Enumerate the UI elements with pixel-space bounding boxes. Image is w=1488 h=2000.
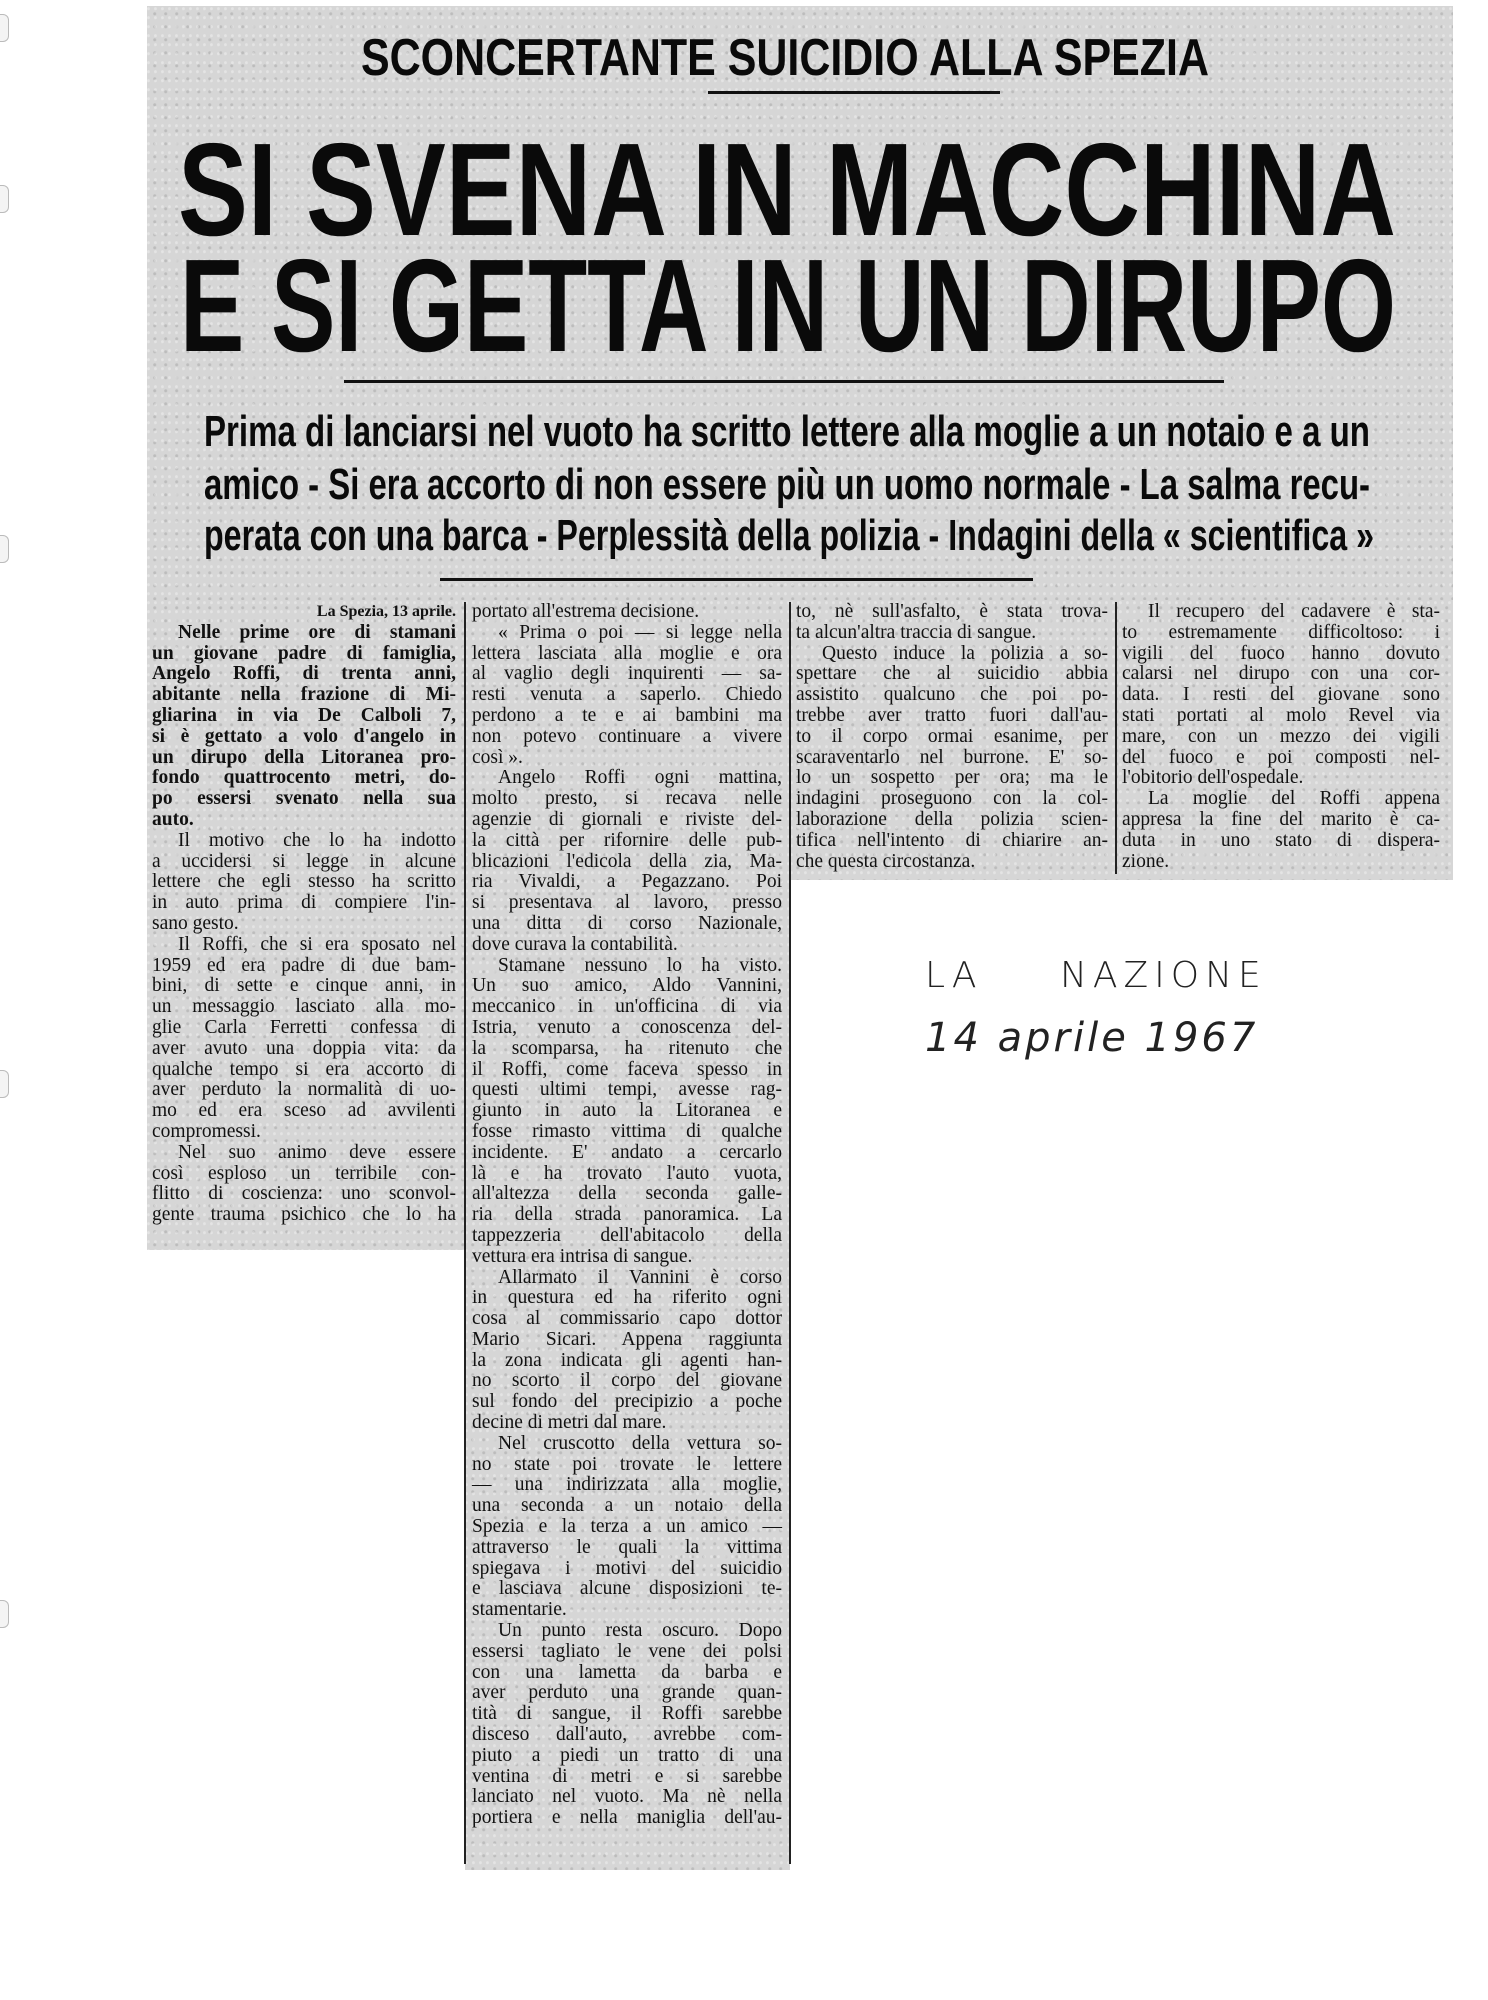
text-line: calarsi nel dirupo con una cor- bbox=[1122, 663, 1440, 685]
text-line: compromessi. bbox=[152, 1120, 261, 1142]
deck-line-3: perata con una barca - Perplessità della polizia - Indagini della « scientifica » bbox=[204, 511, 1374, 560]
text-line: to estremamente difficoltoso: i bbox=[1122, 621, 1440, 643]
text-line: mo ed era sceso ad avvilenti bbox=[152, 1100, 456, 1122]
text-line: ta alcun'altra traccia di sangue. bbox=[796, 621, 1037, 643]
text-line: stamentarie. bbox=[472, 1599, 567, 1621]
text-line: un dirupo della Litoranea pro- bbox=[152, 746, 456, 768]
text-line: disceso dall'auto, avrebbe com- bbox=[472, 1724, 782, 1746]
headline-line-2: E SI GETTA IN UN DIRUPO bbox=[180, 232, 1396, 379]
text-line: fondo quattrocento metri, do- bbox=[152, 767, 456, 789]
article-paragraph bbox=[1122, 789, 1440, 872]
text-line: lo un sospetto per ora; ma le bbox=[796, 767, 1108, 789]
text-line: spettare che al suicidio abbia bbox=[796, 663, 1108, 685]
text-line: tifica nell'intento di chiarire an- bbox=[796, 829, 1108, 851]
deck-line-2: amico - Si era accorto di non essere più un uomo normale - La salma recu- bbox=[204, 460, 1370, 509]
text-line: duta in uno stato di dispera- bbox=[1122, 829, 1440, 851]
deck-line-1: Prima di lanciarsi nel vuoto ha scritto lettere alla moglie a un notaio e a un bbox=[204, 407, 1370, 456]
text-line: essersi tagliato le vene dei polsi bbox=[472, 1640, 782, 1662]
article-paragraph bbox=[1122, 602, 1440, 789]
text-line: scaraventarlo nel burrone. E' so- bbox=[796, 746, 1108, 768]
article-column-4 bbox=[1122, 602, 1440, 872]
article-paragraph bbox=[152, 831, 456, 935]
text-line: aver perduto la normalità di uo- bbox=[152, 1079, 456, 1101]
text-line: la zona indicata gli agenti han- bbox=[472, 1349, 782, 1371]
text-line: mare, con un mezzo dei vigili bbox=[1122, 725, 1440, 747]
text-line: con una lametta da barba e bbox=[472, 1661, 782, 1683]
text-line: del fuoco e poi composti nel- bbox=[1122, 746, 1440, 768]
text-line: fosse rimasto vittima di qualche bbox=[472, 1120, 782, 1142]
binder-hole bbox=[0, 535, 9, 563]
text-line: la città per rifornire delle pub- bbox=[472, 829, 782, 851]
text-line: agenzie di giornali e riviste del- bbox=[472, 808, 782, 830]
text-line: attraverso le quali la vittima bbox=[472, 1536, 782, 1558]
article-column-3 bbox=[796, 602, 1108, 872]
text-line: trebbe aver tratto fuori dall'au- bbox=[796, 704, 1108, 726]
text-line: resti venuta a saperlo. Chiedo bbox=[472, 684, 782, 706]
article-paragraph bbox=[472, 1268, 782, 1434]
text-line: incidente. E' andato a cercarlo bbox=[472, 1141, 782, 1163]
article-column-2 bbox=[472, 602, 782, 1829]
kicker-rule bbox=[708, 91, 1000, 94]
article-paragraph bbox=[472, 956, 782, 1268]
article-paragraph bbox=[472, 768, 782, 955]
text-line: La moglie del Roffi appena bbox=[1148, 788, 1440, 810]
text-line: data. I resti del giovane sono bbox=[1122, 684, 1440, 706]
text-line: gente trauma psichico che lo ha bbox=[152, 1204, 456, 1226]
text-line: qualche tempo si era accorto di bbox=[152, 1058, 456, 1080]
text-line: 1959 ed era padre di due bam- bbox=[152, 954, 456, 976]
text-line: ria della strada panoramica. La bbox=[472, 1204, 782, 1226]
dateline: La Spezia, 13 aprile. bbox=[316, 603, 456, 620]
text-line: lanciato nel vuoto. Ma nè nella bbox=[472, 1786, 782, 1808]
text-line: Istria, venuto a conoscenza del- bbox=[472, 1016, 782, 1038]
text-line: si presentava al lavoro, presso bbox=[472, 892, 782, 914]
text-line: Nelle prime ore di stamani bbox=[178, 621, 456, 643]
text-line: il Roffi, come faceva spesso in bbox=[472, 1058, 782, 1080]
text-line: in auto prima di compiere l'in- bbox=[152, 892, 456, 914]
text-line: « Prima o poi — si legge nella bbox=[498, 621, 782, 643]
text-line: assistito qualcuno che poi po- bbox=[796, 684, 1108, 706]
text-line: al vaglio degli inquirenti — sa- bbox=[472, 663, 782, 685]
text-line: tappezzeria dell'abitacolo della bbox=[472, 1224, 782, 1246]
text-line: l'obitorio dell'ospedale. bbox=[1122, 767, 1304, 789]
text-line: zione. bbox=[1122, 850, 1170, 872]
text-line: così ». bbox=[472, 746, 523, 768]
text-line: là e ha trovato l'auto vuota, bbox=[472, 1162, 782, 1184]
text-line: Questo induce la polizia a so- bbox=[822, 642, 1108, 664]
text-line: bini, di sette e cinque anni, in bbox=[152, 975, 456, 997]
text-line: po essersi svenato nella sua bbox=[152, 788, 456, 810]
text-line: laborazione della polizia scien- bbox=[796, 808, 1108, 830]
kicker: SCONCERTANTE SUICIDIO ALLA SPEZIA bbox=[361, 29, 1209, 87]
binder-hole bbox=[0, 185, 9, 213]
article-paragraph bbox=[472, 1621, 782, 1829]
text-line: to, nè sull'asfalto, è stata trova- bbox=[796, 601, 1108, 622]
handwritten-source: LA NAZIONE bbox=[925, 955, 1267, 996]
deck-rule bbox=[440, 578, 1033, 581]
text-line: decine di metri dal mare. bbox=[472, 1412, 667, 1434]
text-line: perdono a te e ai bambini ma bbox=[472, 704, 782, 726]
text-line: Angelo Roffi, di trenta anni, bbox=[152, 663, 456, 685]
article-paragraph bbox=[472, 602, 782, 623]
text-line: no scorto il corpo del giovane bbox=[472, 1370, 782, 1392]
text-line: si è gettato a volo d'angelo in bbox=[152, 725, 456, 747]
text-line: così esploso un terribile con- bbox=[152, 1162, 456, 1184]
article-paragraph bbox=[472, 623, 782, 769]
text-line: ria Vivaldi, a Pegazzano. Poi bbox=[472, 871, 782, 893]
text-line: Il Roffi, che si era sposato nel bbox=[178, 933, 456, 955]
text-line: Un punto resta oscuro. Dopo bbox=[498, 1620, 782, 1642]
text-line: lettere che egli stesso ha scritto bbox=[152, 871, 456, 893]
text-line: che questa circostanza. bbox=[796, 850, 976, 872]
text-line: una ditta di corso Nazionale, bbox=[472, 912, 782, 934]
text-line: Nel suo animo deve essere bbox=[178, 1141, 456, 1163]
text-line: tità di sangue, il Roffi sarebbe bbox=[472, 1703, 782, 1725]
text-line: un giovane padre di famiglia, bbox=[152, 642, 456, 664]
text-line: Allarmato il Vannini è corso bbox=[498, 1266, 782, 1288]
text-line: molto presto, si recava nelle bbox=[472, 788, 782, 810]
text-line: flitto di coscienza: uno sconvol- bbox=[152, 1183, 456, 1205]
text-line: e lasciava alcune disposizioni te- bbox=[472, 1578, 782, 1600]
column-rule bbox=[1115, 602, 1117, 874]
text-line: lettera lasciata alla moglie e ora bbox=[472, 642, 782, 664]
text-line: Mario Sicari. Appena raggiunta bbox=[472, 1328, 782, 1350]
headline-rule bbox=[344, 380, 1224, 383]
article-paragraph bbox=[152, 935, 456, 1143]
text-line: sano gesto. bbox=[152, 912, 239, 934]
text-line: aver perduto una grande quan- bbox=[472, 1682, 782, 1704]
text-line: piuto a piedi un tratto di una bbox=[472, 1744, 782, 1766]
text-line: blicazioni l'edicola della zia, Ma- bbox=[472, 850, 782, 872]
text-line: ventina di metri e si sarebbe bbox=[472, 1765, 782, 1787]
text-line: Un suo amico, Aldo Vannini, bbox=[472, 975, 782, 997]
article-column-1 bbox=[152, 602, 456, 1226]
text-line: giunto in auto la Litoranea e bbox=[472, 1100, 782, 1122]
text-line: cosa al commissario capo dottor bbox=[472, 1308, 782, 1330]
text-line: abitante nella frazione di Mi- bbox=[152, 684, 456, 706]
text-line: un messaggio lasciato alla mo- bbox=[152, 996, 456, 1018]
text-line: portiera e nella maniglia dell'au- bbox=[472, 1807, 782, 1829]
text-line: a uccidersi si legge in alcune bbox=[152, 850, 456, 872]
text-line: to il corpo ormai esanime, per bbox=[796, 725, 1108, 747]
binder-hole bbox=[0, 1070, 9, 1098]
text-line: vettura era intrisa di sangue. bbox=[472, 1245, 693, 1267]
text-line: meccanico in un'officina di via bbox=[472, 996, 782, 1018]
column-rule bbox=[464, 602, 466, 1864]
text-line: non potevo continuare a vivere bbox=[472, 725, 782, 747]
text-line: no state poi trovate le lettere bbox=[472, 1453, 782, 1475]
text-line: Nel cruscotto della vettura so- bbox=[498, 1432, 782, 1454]
text-line: stati portati al molo Revel via bbox=[1122, 704, 1440, 726]
text-line: all'altezza della seconda galle- bbox=[472, 1183, 782, 1205]
text-line: — una indirizzata alla moglie, bbox=[472, 1474, 782, 1496]
text-line: la scomparsa, ha ritenuto che bbox=[472, 1037, 782, 1059]
binder-hole bbox=[0, 14, 9, 42]
text-line: aver avuto una doppia vita: da bbox=[152, 1037, 456, 1059]
article-paragraph bbox=[152, 1143, 456, 1226]
text-line: dove curava la contabilità. bbox=[472, 933, 678, 955]
text-line: vigili del fuoco hanno dovuto bbox=[1122, 642, 1440, 664]
text-line: questi ultimi tempi, avesse rag- bbox=[472, 1079, 782, 1101]
text-line: in questura ed ha riferito ogni bbox=[472, 1287, 782, 1309]
column-rule bbox=[789, 602, 791, 1864]
text-line: gliarina in via De Calboli 7, bbox=[152, 704, 456, 726]
text-line: portato all'estrema decisione. bbox=[472, 601, 700, 622]
article-paragraph bbox=[796, 644, 1108, 873]
text-line: spiegava i motivi del suicidio bbox=[472, 1557, 782, 1579]
text-line: Angelo Roffi ogni mattina, bbox=[498, 767, 782, 789]
binder-hole bbox=[0, 1600, 9, 1628]
article-paragraph bbox=[796, 602, 1108, 644]
text-line: sul fondo del precipizio a poche bbox=[472, 1391, 782, 1413]
text-line: glie Carla Ferretti confessa di bbox=[152, 1016, 456, 1038]
text-line: Il recupero del cadavere è sta- bbox=[1148, 601, 1440, 622]
article-paragraph bbox=[472, 1434, 782, 1621]
headline-line-1: SI SVENA IN MACCHINA bbox=[178, 116, 1396, 263]
handwritten-date: 14 aprile 1967 bbox=[925, 1015, 1259, 1061]
text-line: auto. bbox=[152, 808, 194, 830]
text-line: Il motivo che lo ha indotto bbox=[178, 829, 456, 851]
text-line: Spezia e la terza a un amico — bbox=[472, 1516, 782, 1538]
article-paragraph bbox=[152, 623, 456, 831]
text-line: Stamane nessuno lo ha visto. bbox=[498, 954, 782, 976]
text-line: appresa la fine del marito è ca- bbox=[1122, 808, 1440, 830]
text-line: indagini proseguono con la col- bbox=[796, 788, 1108, 810]
text-line: una seconda a un notaio della bbox=[472, 1495, 782, 1517]
